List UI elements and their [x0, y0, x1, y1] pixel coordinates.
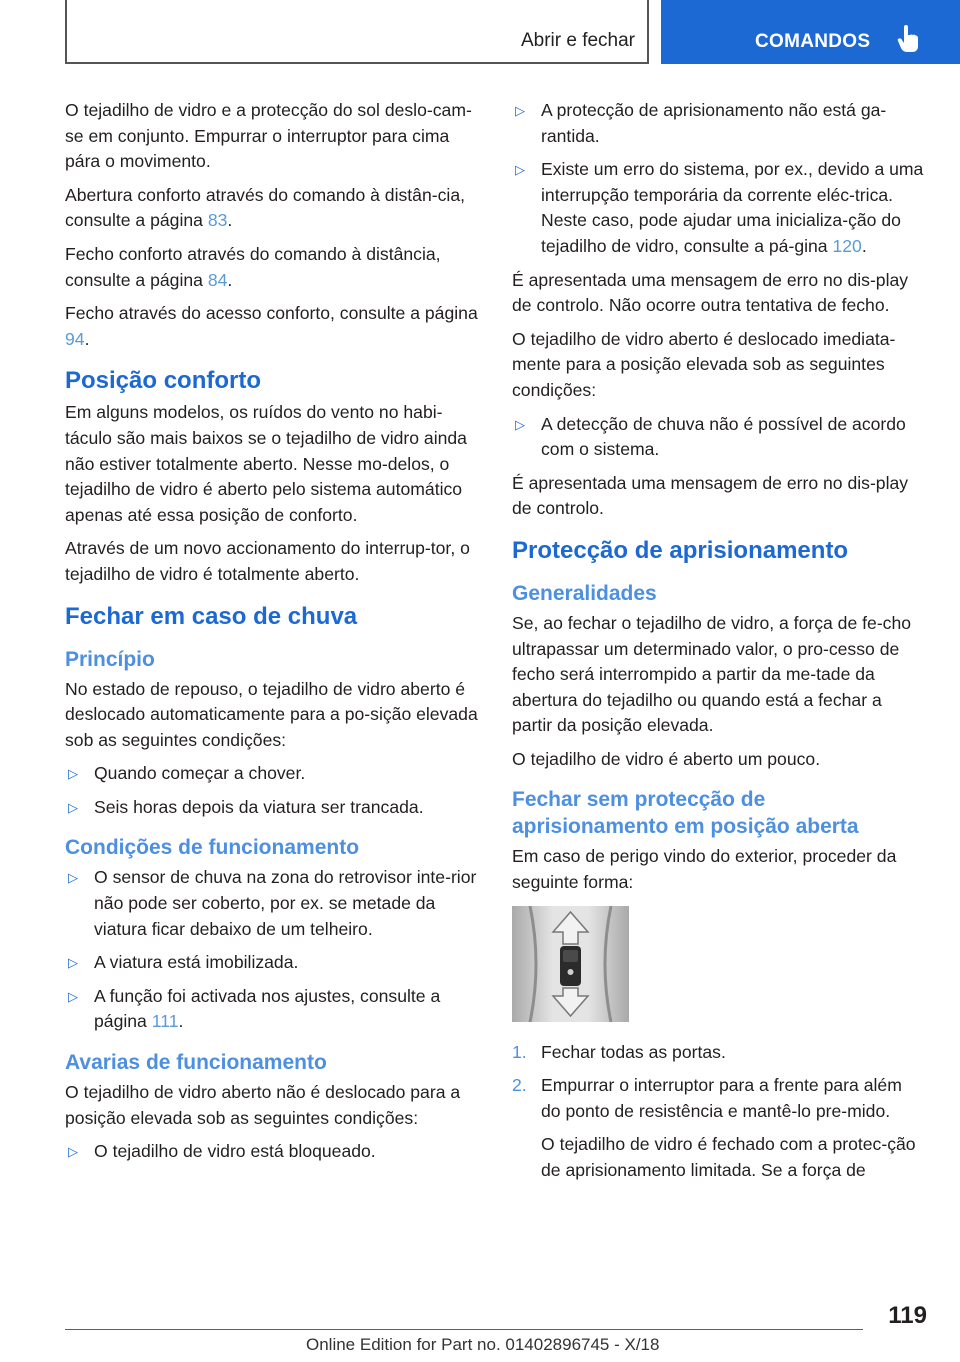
paragraph: No estado de repouso, o tejadilho de vidro aberto é deslocado automaticamente para a po-sição elevada sob as seguintes condições: [65, 678, 478, 750]
right-column [512, 98, 926, 1192]
heading-condicoes: Condições de funcionamento [65, 836, 360, 860]
triangle-bullet-icon: ▷ [68, 799, 78, 815]
triangle-bullet-icon: ▷ [68, 988, 78, 1004]
list-item: ▷ A protecção de aprisionamento não está ga-rantida. [515, 100, 887, 146]
triangle-bullet-icon: ▷ [515, 103, 525, 118]
list-item: ▷ Quando começar a chover. [65, 761, 479, 787]
step-number: 1. [512, 1041, 527, 1062]
paragraph: Fecho através do acesso conforto, consulte a página 94. [65, 303, 478, 349]
paragraph: O tejadilho de vidro é aberto um pouco. [512, 748, 821, 769]
list-item: ▷ A detecção de chuva não é possível de acordo com o sistema. [515, 413, 906, 460]
paragraph: Abertura conforto através do comando à distân-cia, consulte a página 83. [65, 184, 465, 231]
switch-photo [512, 906, 629, 1022]
header-section-box [65, 0, 649, 64]
triangle-bullet-icon: ▷ [515, 416, 525, 432]
paragraph: Em caso de perigo vindo do exterior, proceder da seguinte forma: [512, 846, 897, 893]
heading-proteccao: Protecção de aprisionamento [512, 536, 849, 564]
heading-posicao-conforto: Posição conforto [65, 367, 262, 395]
triangle-bullet-icon: ▷ [68, 766, 78, 782]
header-chapter-tab [661, 0, 960, 64]
list-item: ▷ Existe um erro do sistema, por ex., devido a uma interrupção temporária da corrente eléc-trica. Neste caso, pode ajudar uma inicializa-ção do tejadilho de vidro, consulte a pá-gina 120. [515, 159, 924, 256]
list-item: ▷ O tejadilho de vidro está bloqueado. [65, 1139, 479, 1165]
paragraph: O tejadilho de vidro aberto não é deslocado para a posição elevada sob as seguintes condições: [65, 1082, 461, 1128]
bullet-list [65, 865, 479, 1035]
heading-principio: Princípio [65, 647, 155, 671]
triangle-bullet-icon: ▷ [515, 162, 525, 178]
paragraph: Em alguns modelos, os ruídos do vento no habi-táculo são mais baixos se o tejadilho de vidro ainda não estiver totalmente aberto. Nesse mo-delos, o tejadilho de vidro é aberto pelo sistema automático apenas até essa posição de conforto. [65, 402, 467, 525]
list-item: ▷ O sensor de chuva na zona do retrovisor inte-rior não pode ser coberto, por ex. se metade da viatura ficar debaixo de um telheiro. [68, 867, 477, 939]
list-item: ▷ A função foi activada nos ajustes, consulte a página 111. [68, 985, 441, 1032]
header-section-title: Abrir e fechar [520, 30, 635, 51]
list-item: 1. Fechar todas as portas. [512, 1040, 926, 1066]
heading-fechar-chuva: Fechar em caso de chuva [65, 602, 358, 630]
page-link[interactable]: 83 [207, 210, 228, 231]
heading-fechar-sem-proteccao: Fechar sem protecção de aprisionamento em posição aberta [512, 788, 859, 839]
triangle-bullet-icon: ▷ [68, 955, 78, 971]
bullet-list [512, 412, 926, 463]
page-link[interactable]: 120 [832, 235, 862, 256]
list-item: 2. Empurrar o interruptor para a frente para além do ponto de resistência e mantê-lo pre-mido. O tejadilho de vidro é fechado com a protec-ção de aprisionamento limitada. Se a força de [512, 1073, 926, 1183]
page-link[interactable]: 111 [151, 1011, 179, 1032]
triangle-bullet-icon: ▷ [68, 1144, 78, 1160]
step-continuation: O tejadilho de vidro é fechado com a protec-ção de aprisionamento limitada. Se a força de [541, 1134, 916, 1181]
numbered-list [512, 1040, 926, 1184]
paragraph: Fecho conforto através do comando à distância, consulte a página 84. [65, 243, 441, 290]
header-chapter-label: COMANDOS [755, 31, 871, 52]
paragraph: O tejadilho de vidro e a protecção do sol deslo-cam-se em conjunto. Empurrar o interruptor para cima pára o movimento. [65, 100, 472, 172]
left-column [65, 98, 479, 1173]
bullet-list [65, 761, 479, 820]
step-number: 2. [512, 1075, 527, 1096]
paragraph: É apresentada uma mensagem de erro no dis-play de controlo. [512, 472, 909, 519]
page-number: 119 [888, 1302, 927, 1329]
bullet-list [512, 98, 926, 260]
heading-avarias: Avarias de funcionamento [65, 1051, 327, 1075]
list-item: ▷ A viatura está imobilizada. [65, 950, 479, 976]
page-link[interactable]: 94 [65, 328, 85, 349]
paragraph: É apresentada uma mensagem de erro no dis-play de controlo. Não ocorre outra tentativa de fecho. [512, 269, 909, 316]
roof-switch-illustration [512, 906, 629, 1022]
page-link[interactable]: 84 [207, 269, 228, 290]
footer-edition: Online Edition for Part no. 01402896745 - X/18 [306, 1335, 660, 1354]
bullet-list [65, 1139, 479, 1165]
triangle-bullet-icon: ▷ [68, 870, 78, 886]
pointing-hand-icon [897, 25, 919, 53]
heading-generalidades: Generalidades [512, 581, 657, 605]
paragraph: O tejadilho de vidro aberto é deslocado imediata-mente para a posição elevada sob as seguintes condições: [512, 328, 896, 400]
list-item: ▷ Seis horas depois da viatura ser trancada. [65, 795, 479, 821]
footer-rule [65, 1329, 863, 1330]
paragraph: Através de um novo accionamento do interrup-tor, o tejadilho de vidro é totalmente aberto. [65, 538, 470, 584]
paragraph: Se, ao fechar o tejadilho de vidro, a força de fe-cho ultrapassar um determinado valor, o pro-cesso de fecho será interrompido a partir da me-tade da abertura do tejadilho ou quando está a fechar a partir da posição elevada. [512, 612, 912, 736]
